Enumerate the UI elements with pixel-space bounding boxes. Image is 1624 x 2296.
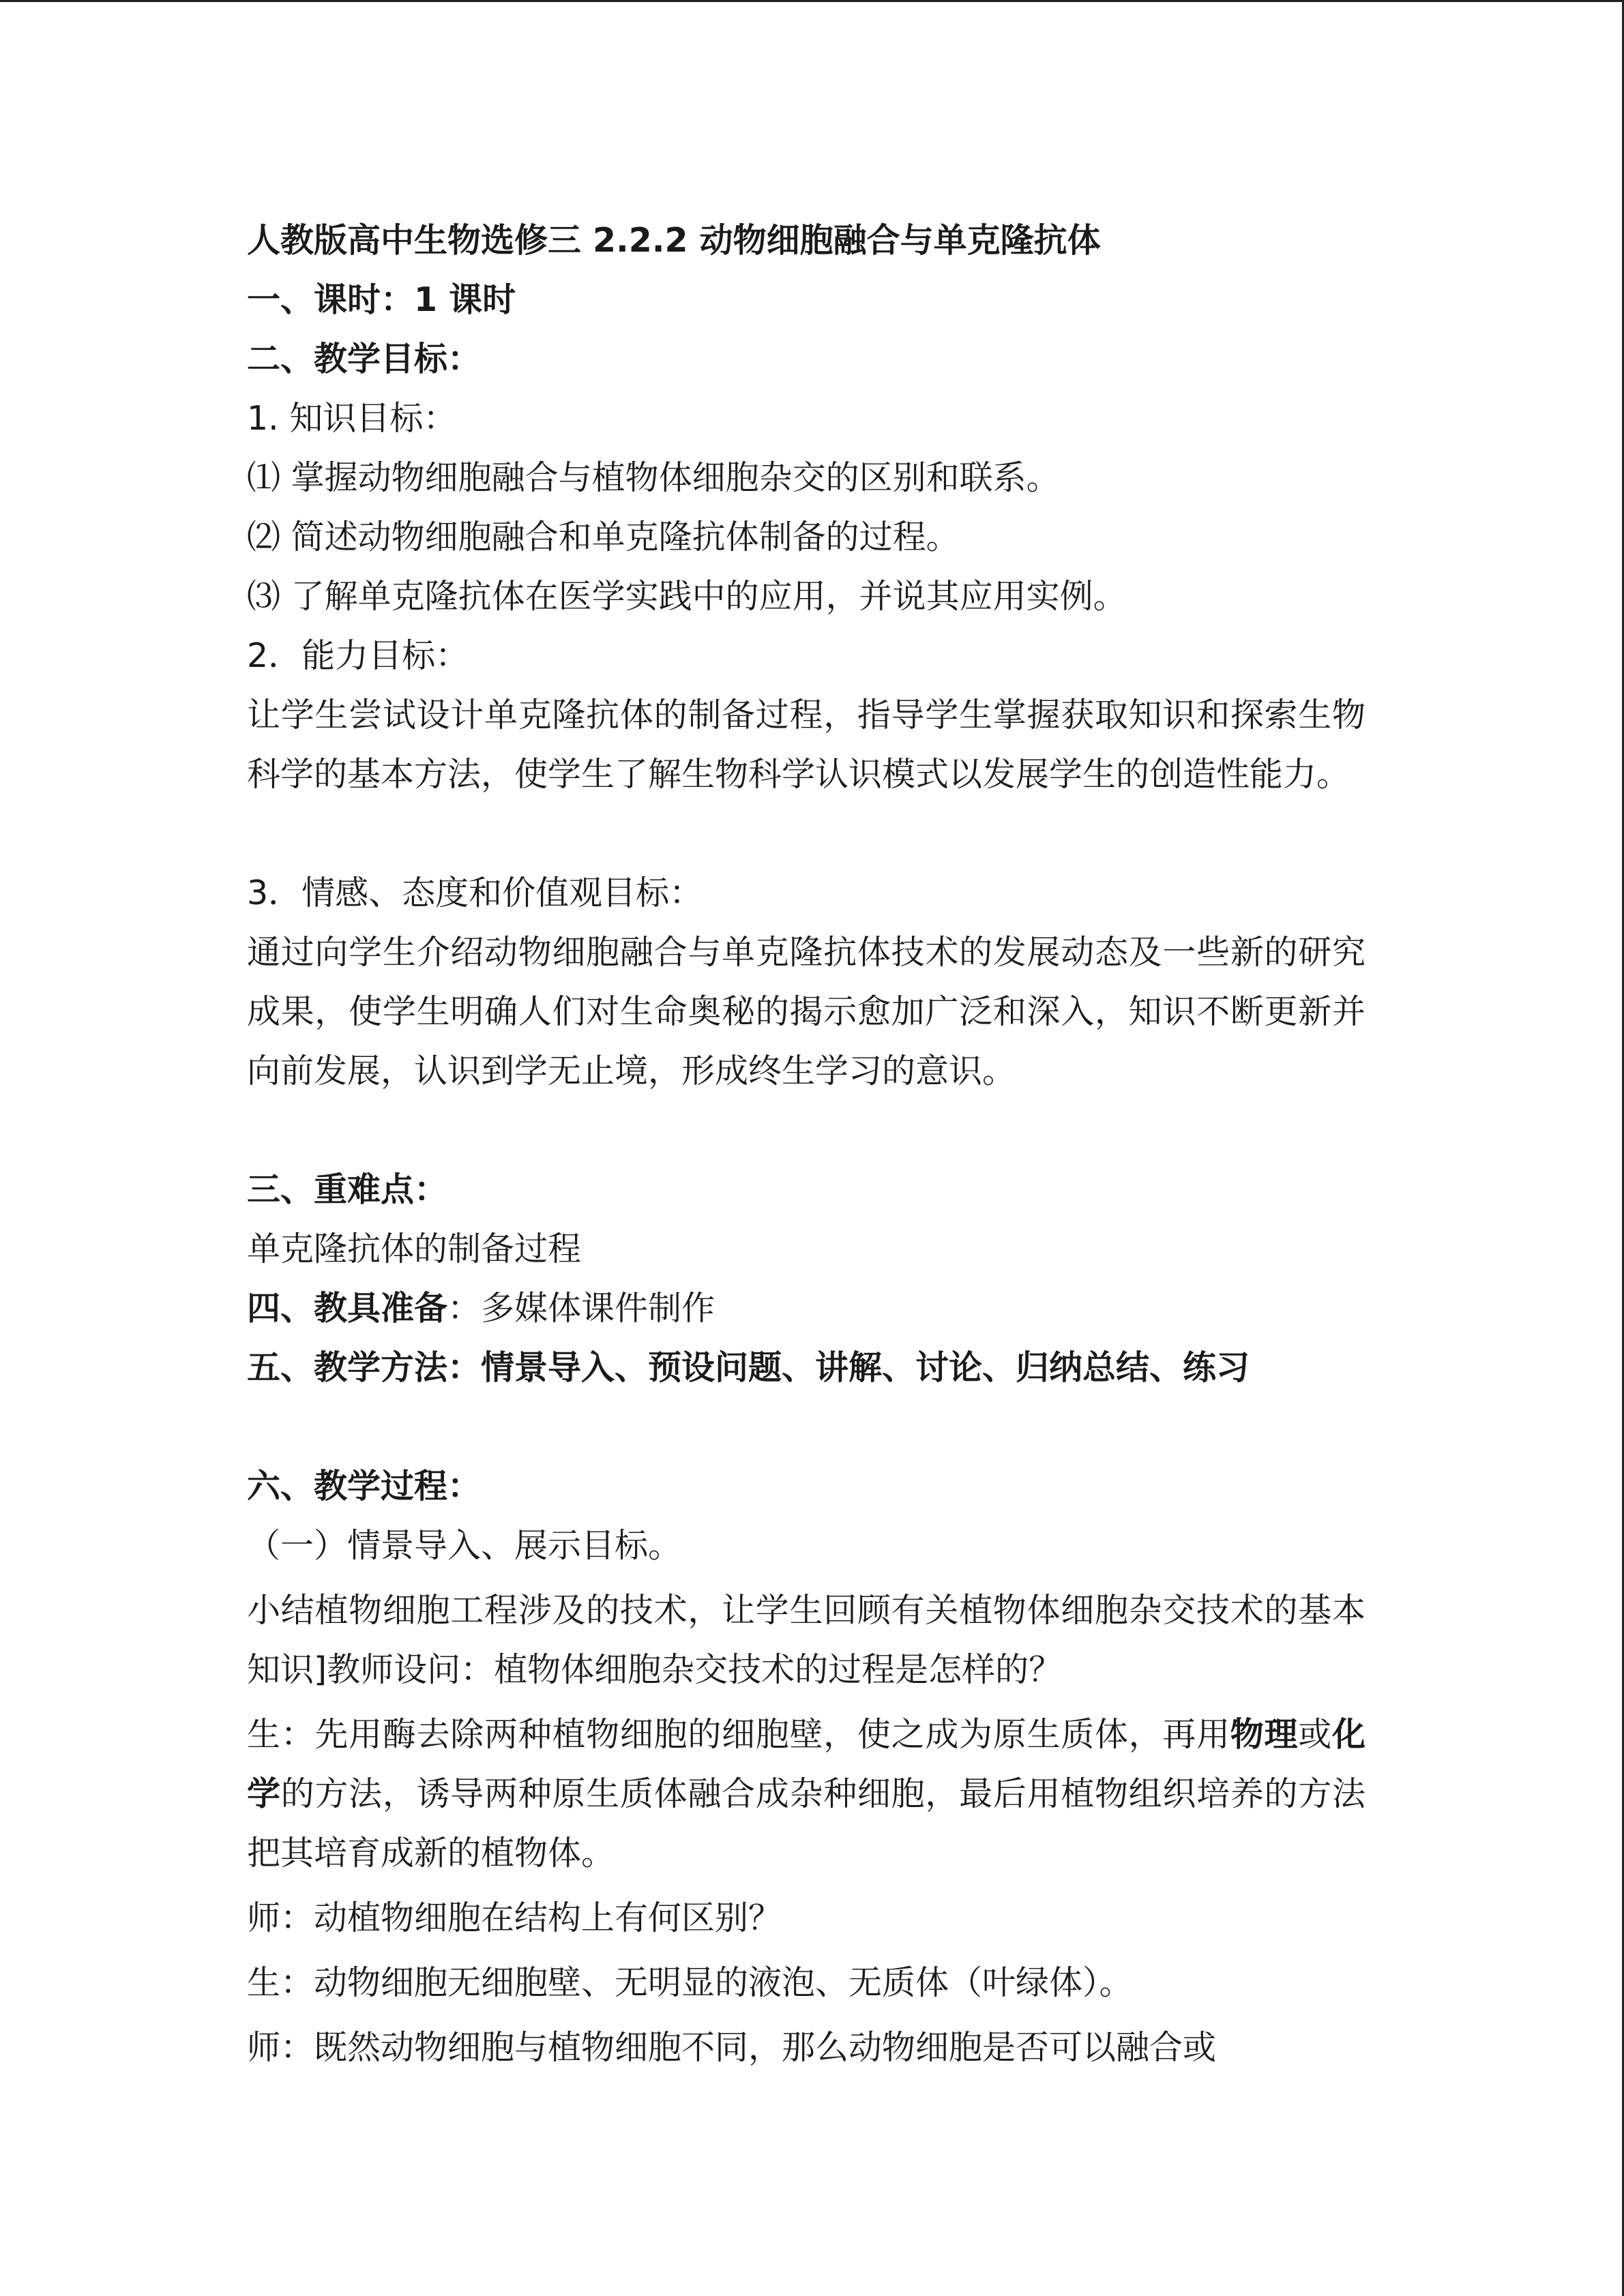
teacher-question-2: 师：既然动物细胞与植物细胞不同，那么动物细胞是否可以融合或	[247, 2028, 1217, 2067]
student-answer-1-part-b: 的方法，诱导两种原生质体融合成杂种细胞，最后用植物组织培养的方法把其培育成新的植物体。	[247, 1774, 1365, 1873]
student-answer-1	[247, 1705, 1365, 1883]
knowledge-goal-2: ⑵ 简述动物细胞融合和单克隆抗体制备的过程。	[247, 518, 960, 556]
process-summary: 小结植物细胞工程涉及的技术，让学生回顾有关植物体细胞杂交技术的基本知识]教师设问：植物体细胞杂交技术的过程是怎样的？	[247, 1591, 1365, 1689]
section-teaching-goals: 二、教学目标：	[247, 340, 482, 378]
teaching-aids-label: 四、教具准备	[247, 1289, 448, 1328]
ability-goals-heading: 2．能力目标：	[247, 636, 469, 675]
ability-goals-body: 让学生尝试设计单克隆抗体的制备过程，指导学生掌握获取知识和探索生物科学的基本方法，使学生了解生物科学认识模式以发展学生的创造性能力。	[247, 696, 1365, 794]
section-class-hours: 一、课时：1 课时	[247, 280, 516, 319]
emotion-goals-heading: 3．情感、态度和价值观目标：	[247, 874, 703, 912]
document-content	[247, 211, 1365, 2077]
document-title: 人教版高中生物选修三 2.2.2 动物细胞融合与单克隆抗体	[247, 221, 1101, 260]
section-teaching-aids	[247, 1279, 1365, 1338]
knowledge-goal-3: ⑶ 了解单克隆抗体在医学实践中的应用，并说其应用实例。	[247, 577, 1127, 616]
teacher-question-1: 师：动植物细胞在结构上有何区别？	[247, 1898, 782, 1937]
process-intro: （一）情景导入、展示目标。	[247, 1526, 682, 1565]
student-answer-2: 生：动物细胞无细胞壁、无明显的液泡、无质体（叶绿体）。	[247, 1963, 1133, 2002]
section-teaching-methods: 五、教学方法：情景导入、预设问题、讲解、讨论、归纳总结、练习	[247, 1348, 1250, 1387]
section-key-points: 三、重难点：	[247, 1170, 448, 1209]
emotion-goals-body: 通过向学生介绍动物细胞融合与单克隆抗体技术的发展动态及一些新的研究成果，使学生明确人们对生命奥秘的揭示愈加广泛和深入，知识不断更新并向前发展，认识到学无止境，形成终生学习的意识。	[247, 933, 1365, 1090]
key-points-body: 单克隆抗体的制备过程	[247, 1229, 582, 1268]
student-answer-1-chemistry: 化学	[247, 1715, 1365, 1813]
student-answer-1-physics: 物理	[1230, 1715, 1299, 1754]
knowledge-goals-heading: 1. 知识目标：	[247, 399, 457, 438]
section-teaching-process: 六、教学过程：	[247, 1467, 482, 1506]
teaching-aids-text: ：多媒体课件制作	[447, 1289, 715, 1328]
student-answer-1-part-a: 生：先用酶去除两种植物细胞的细胞壁，使之成为原生质体，再用	[247, 1715, 1230, 1754]
student-answer-1-or: 或	[1298, 1715, 1332, 1754]
knowledge-goal-1: ⑴ 掌握动物细胞融合与植物体细胞杂交的区别和联系。	[247, 458, 1060, 497]
